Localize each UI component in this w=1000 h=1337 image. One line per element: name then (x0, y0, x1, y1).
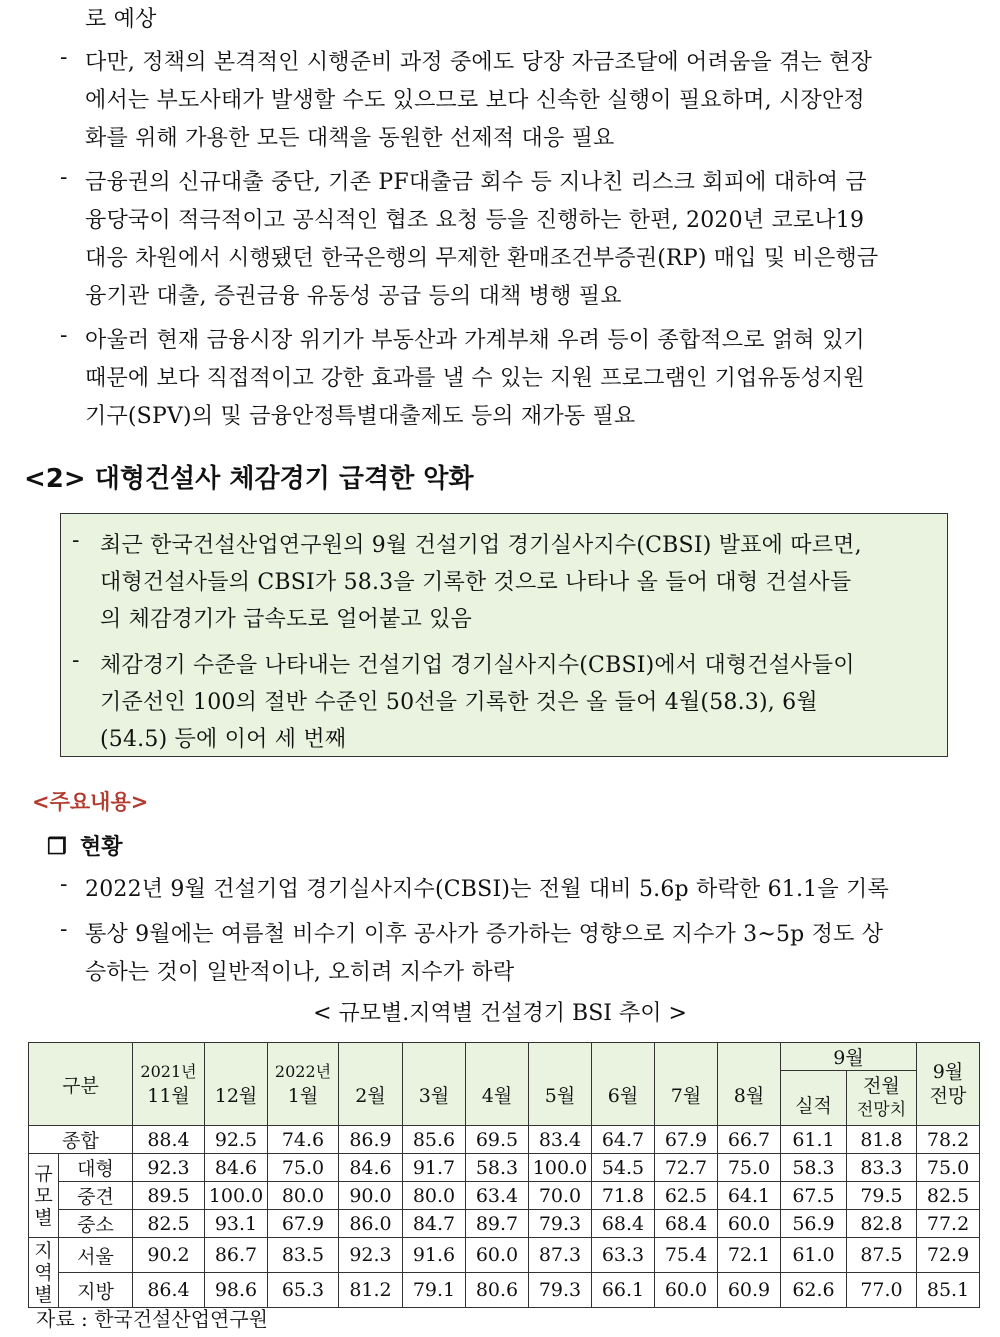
text-line: 통상 9월에는 여름철 비수기 이후 공사가 증가하는 영향으로 지수가 3~5p 정도 상 (85, 922, 884, 947)
cell: 83.3 (847, 1154, 917, 1182)
text-line: 에서는 부도사태가 발생할 수도 있으므로 보다 신속한 실행이 필요하며, 시장안정 (85, 88, 865, 113)
text-line: 승하는 것이 일반적이나, 오히려 지수가 하락 (85, 960, 515, 985)
cell: 67.5 (781, 1182, 847, 1210)
cell: 58.3 (781, 1154, 847, 1182)
cell: 83.5 (268, 1238, 339, 1273)
header-sep: 9월 (781, 1043, 917, 1071)
cell: 75.0 (917, 1154, 980, 1182)
cell: 61.1 (781, 1126, 847, 1154)
header-line: 전망 (929, 1085, 967, 1107)
cell: 72.1 (718, 1238, 781, 1273)
row-label: 중견 (59, 1182, 133, 1210)
cell: 84.6 (339, 1154, 403, 1182)
header-actual (781, 1071, 847, 1126)
cell: 67.9 (655, 1126, 718, 1154)
bullet-dash: - (60, 917, 68, 942)
cell: 92.5 (205, 1126, 268, 1154)
header-sep-forecast (917, 1043, 980, 1126)
text-line: 융당국이 적극적이고 공식적인 협조 요청 등을 진행하는 한편, 2020년 코로나19 (85, 208, 865, 233)
header-prev-forecast (847, 1071, 917, 1126)
group-char: 지 (34, 1239, 53, 1262)
cell: 56.9 (781, 1210, 847, 1238)
cell: 83.4 (529, 1126, 592, 1154)
cell: 63.3 (592, 1238, 655, 1273)
cell: 90.0 (339, 1182, 403, 1210)
cell: 62.5 (655, 1182, 718, 1210)
box-line: (54.5) 등에 이어 세 번째 (100, 727, 347, 752)
cell: 62.6 (781, 1273, 847, 1308)
cell: 72.7 (655, 1154, 718, 1182)
cell: 77.2 (917, 1210, 980, 1238)
cell: 89.7 (466, 1210, 529, 1238)
cell: 86.4 (133, 1273, 205, 1308)
cell: 82.5 (917, 1182, 980, 1210)
row-label: 중소 (59, 1210, 133, 1238)
cell: 60.0 (655, 1273, 718, 1308)
table-caption: < 규모별.지역별 건설경기 BSI 추이 > (313, 1001, 687, 1026)
text-line: 금융권의 신규대출 중단, 기존 PF대출금 회수 등 지나친 리스크 회피에 대하여 금 (85, 170, 867, 195)
header-feb (339, 1043, 403, 1126)
bullet-dash: - (60, 323, 68, 348)
cell: 84.6 (205, 1154, 268, 1182)
header-year: 2022년 (274, 1062, 332, 1081)
cell: 60.9 (718, 1273, 781, 1308)
header-line: 전월 (863, 1075, 900, 1097)
cell: 68.4 (592, 1210, 655, 1238)
cell: 66.7 (718, 1126, 781, 1154)
header-month: 8월 (733, 1085, 765, 1107)
section-heading: <2> 대형건설사 체감경기 급격한 악화 (24, 464, 474, 494)
cell: 86.9 (339, 1126, 403, 1154)
cell: 86.7 (205, 1238, 268, 1273)
bsi-table (28, 1042, 980, 1308)
header-2022-jan (268, 1043, 339, 1126)
cell: 67.9 (268, 1210, 339, 1238)
cell: 72.9 (917, 1238, 980, 1273)
header-2021-nov (133, 1043, 205, 1126)
cell: 65.3 (268, 1273, 339, 1308)
cell: 79.1 (403, 1273, 466, 1308)
header-jun (592, 1043, 655, 1126)
cell: 92.3 (339, 1238, 403, 1273)
cell: 91.6 (403, 1238, 466, 1273)
cell: 58.3 (466, 1154, 529, 1182)
text-line: 2022년 9월 건설기업 경기실사지수(CBSI)는 전월 대비 5.6p 하락한 61.1을 기록 (85, 877, 889, 902)
header-month: 4월 (481, 1085, 513, 1107)
cell: 84.7 (403, 1210, 466, 1238)
text-line: 화를 위해 가용한 모든 대책을 동원한 선제적 대응 필요 (85, 126, 615, 151)
box-line: 대형건설사들의 CBSI가 58.3을 기록한 것으로 나타나 올 들어 대형 건설사들 (100, 570, 852, 595)
cell: 82.8 (847, 1210, 917, 1238)
bullet-dash: - (72, 648, 80, 673)
row-label: 대형 (59, 1154, 133, 1182)
cell: 88.4 (133, 1126, 205, 1154)
group-char: 규 (34, 1162, 53, 1185)
header-dec (205, 1043, 268, 1126)
box-line: 의 체감경기가 급속도로 얼어붙고 있음 (100, 607, 473, 632)
cell: 100.0 (529, 1154, 592, 1182)
cell: 100.0 (205, 1182, 268, 1210)
cell: 74.6 (268, 1126, 339, 1154)
cell: 90.2 (133, 1238, 205, 1273)
text-line: 융기관 대출, 증권금융 유동성 공급 등의 대책 병행 필요 (85, 284, 622, 309)
cell: 80.6 (466, 1273, 529, 1308)
table-row (29, 1154, 980, 1182)
cell: 75.0 (268, 1154, 339, 1182)
header-line: 9월 (932, 1061, 964, 1083)
header-month: 11월 (147, 1085, 190, 1107)
cell: 80.0 (268, 1182, 339, 1210)
header-month: 2월 (355, 1085, 386, 1107)
bullet-dash: - (72, 528, 80, 553)
header-gubun: 구분 (29, 1043, 133, 1126)
row-label: 종합 (29, 1126, 133, 1154)
cell: 87.3 (529, 1238, 592, 1273)
header-month: 5월 (544, 1085, 576, 1107)
cell: 79.3 (529, 1273, 592, 1308)
cell: 87.5 (847, 1238, 917, 1273)
header-month: 7월 (670, 1085, 702, 1107)
text-line: 다만, 정책의 본격적인 시행준비 과정 중에도 당장 자금조달에 어려움을 겪는 현장 (85, 50, 873, 75)
cell: 93.1 (205, 1210, 268, 1238)
cell: 60.0 (718, 1210, 781, 1238)
continued-text: 로 예상 (85, 7, 157, 32)
cell: 75.0 (718, 1154, 781, 1182)
cell: 66.1 (592, 1273, 655, 1308)
text-line: 아울러 현재 금융시장 위기가 부동산과 가계부채 우려 등이 종합적으로 얽혀 있기 (85, 328, 865, 353)
cell: 75.4 (655, 1238, 718, 1273)
text-line: 대응 차원에서 시행됐던 한국은행의 무제한 환매조건부증권(RP) 매입 및 비은행금 (85, 246, 879, 271)
box-line: 체감경기 수준을 나타내는 건설기업 경기실사지수(CBSI)에서 대형건설사들이 (100, 653, 855, 678)
cell: 79.3 (529, 1210, 592, 1238)
bullet-dash: - (60, 165, 68, 190)
cell: 60.0 (466, 1238, 529, 1273)
bullet-dash: - (60, 872, 68, 897)
cell: 81.2 (339, 1273, 403, 1308)
cell: 64.1 (718, 1182, 781, 1210)
group-char: 역 (34, 1261, 53, 1284)
cell: 63.4 (466, 1182, 529, 1210)
status-heading: 현황 (80, 835, 123, 860)
cell: 98.6 (205, 1273, 268, 1308)
cell: 81.8 (847, 1126, 917, 1154)
cell: 91.7 (403, 1154, 466, 1182)
main-content-label: <주요내용> (32, 790, 149, 814)
row-label: 서울 (59, 1238, 133, 1273)
header-line: 실적 (795, 1095, 832, 1117)
cell: 64.7 (592, 1126, 655, 1154)
cell: 54.5 (592, 1154, 655, 1182)
text-line: 때문에 보다 직접적이고 강한 효과를 낼 수 있는 지원 프로그램인 기업유동성지원 (85, 366, 865, 391)
group-region (29, 1238, 59, 1308)
checkbox-square-icon: ❒ (47, 834, 67, 860)
cell: 86.0 (339, 1210, 403, 1238)
cell: 89.5 (133, 1182, 205, 1210)
header-mar (403, 1043, 466, 1126)
box-line: 최근 한국건설산업연구원의 9월 건설기업 경기실사지수(CBSI) 발표에 따르면, (100, 533, 862, 558)
group-char: 별 (34, 1283, 53, 1306)
header-year: 2021년 (140, 1062, 197, 1081)
header-line: 전망치 (856, 1100, 907, 1120)
cell: 80.0 (403, 1182, 466, 1210)
cell: 82.5 (133, 1210, 205, 1238)
row-label: 지방 (59, 1273, 133, 1308)
cell: 68.4 (655, 1210, 718, 1238)
header-jul (655, 1043, 718, 1126)
cell: 92.3 (133, 1154, 205, 1182)
table-row (29, 1126, 980, 1154)
cell: 77.0 (847, 1273, 917, 1308)
header-apr (466, 1043, 529, 1126)
bullet-dash: - (60, 45, 68, 70)
group-scale (29, 1154, 59, 1238)
header-month: 1월 (287, 1085, 319, 1107)
cell: 85.6 (403, 1126, 466, 1154)
header-month: 6월 (607, 1085, 639, 1107)
cell: 70.0 (529, 1182, 592, 1210)
box-line: 기준선인 100의 절반 수준인 50선을 기록한 것은 올 들어 4월(58.3), 6월 (100, 690, 818, 715)
cell: 85.1 (917, 1273, 980, 1308)
header-month: 3월 (418, 1085, 450, 1107)
header-month: 12월 (214, 1085, 258, 1107)
table-row (29, 1182, 980, 1210)
header-may (529, 1043, 592, 1126)
table-row (29, 1238, 980, 1273)
cell: 79.5 (847, 1182, 917, 1210)
group-char: 모 (34, 1184, 53, 1207)
cell: 69.5 (466, 1126, 529, 1154)
text-line: 기구(SPV)의 및 금융안정특별대출제도 등의 재가동 필요 (85, 404, 636, 429)
cell: 71.8 (592, 1182, 655, 1210)
header-aug (718, 1043, 781, 1126)
source-note: 자료 : 한국건설산업연구원 (36, 1307, 268, 1331)
table-row (29, 1210, 980, 1238)
cell: 78.2 (917, 1126, 980, 1154)
cell: 61.0 (781, 1238, 847, 1273)
group-char: 별 (34, 1206, 53, 1229)
